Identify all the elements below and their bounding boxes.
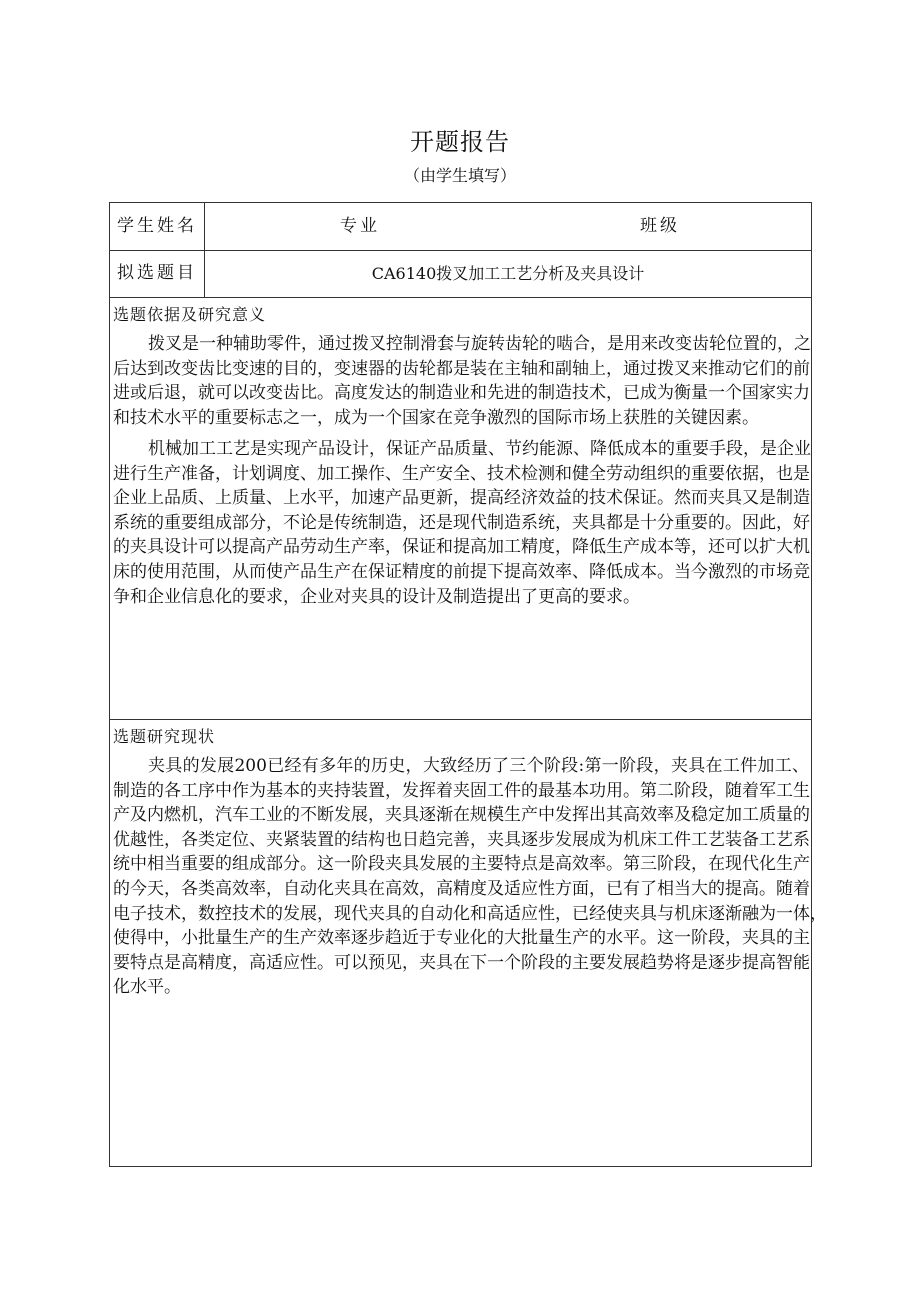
section-basis-significance (110, 298, 811, 720)
text-line: 系统的重要组成部分，不论是传统制造，还是现代制造系统，夹具都是十分重要的。因此，好 (113, 512, 810, 533)
text-line: 的今天，各类高效率，自动化夹具在高效，高精度及适应性方面，已有了相当大的提高。随着 (113, 878, 810, 899)
text-line: 统中相当重要的组成部分。这一阶段夹具发展的主要特点是高效率。第三阶段，在现代化生产 (113, 854, 810, 875)
class-label: 班级 (640, 216, 680, 236)
paragraph (113, 754, 827, 1000)
topic-value: CA6140拨叉加工工艺分析及夹具设计 (371, 264, 645, 283)
page-subtitle: （由学生填写） (403, 166, 516, 185)
text-line: 优越性，各类定位、夹紧装置的结构也日趋完善，夹具逐步发展成为机床工件工艺装备工艺系 (113, 829, 810, 850)
text-line: 床的使用范围，从而使产品生产在保证精度的前提下提高效率、降低成本。当今激烈的市场竞 (113, 561, 810, 582)
text-line: 产及内燃机，汽车工业的不断发展，夹具逐渐在规模生产中发挥出其高效率及稳定加工质量的 (113, 805, 810, 826)
text-line: 夹具的发展200已经有多年的历史，大致经历了三个阶段:第一阶段，夹具在工件加工、 (148, 756, 809, 776)
text-line: 争和企业信息化的要求，企业对夹具的设计及制造提出了更高的要求。 (113, 586, 640, 607)
major-label: 专业 (340, 216, 380, 236)
section-heading: 选题依据及研究意义 (113, 305, 267, 324)
text-line: 电子技术，数控技术的发展，现代夹具的自动化和高适应性，已经使夹具与机床逐渐融为一体， (113, 903, 827, 924)
text-line: 使得中，小批量生产的生产效率逐步趋近于专业化的大批量生产的水平。这一阶段，夹具的主 (113, 928, 810, 949)
text-line: 企业上品质、上质量、上水平，加速产品更新，提高经济效益的技术保证。然而夹具又是制造 (113, 488, 810, 509)
student-info-row (110, 203, 811, 251)
text-line: 制造的各工序中作为基本的夹持装置，发挥着夹固工件的最基本功用。第二阶段，随着军工生 (113, 780, 810, 801)
text-line: 机械加工工艺是实现产品设计，保证产品质量、节约能源、降低成本的重要手段，是企业 (148, 439, 811, 459)
text-line: 进行生产准备，计划调度、加工操作、生产安全、技术检测和健全劳动组织的重要依据，也是 (113, 463, 810, 484)
paragraph (113, 332, 809, 430)
page-title: 开题报告 (410, 128, 510, 156)
text-line: 后达到改变齿比变速的目的，变速器的齿轮都是装在主轴和副轴上，通过拨叉来推动它们的前 (113, 358, 810, 379)
section-heading: 选题研究现状 (113, 727, 216, 746)
text-line: 化水平。 (113, 977, 181, 998)
text-line: 要特点是高精度，高适应性。可以预见，夹具在下一个阶段的主要发展趋势将是逐步提高智能 (113, 952, 810, 973)
paragraph (113, 437, 809, 609)
student-name-label: 学生姓名 (110, 203, 205, 250)
text-line: 和技术水平的重要标志之一，成为一个国家在竞争激烈的国际市场上获胜的关键因素。 (113, 407, 759, 428)
topic-row (110, 250, 811, 298)
section-research-status (110, 720, 827, 1166)
report-form-table (109, 202, 827, 1167)
topic-label: 拟选题目 (110, 250, 205, 297)
text-line: 的夹具设计可以提高产品劳动生产率，保证和提高加工精度，降低生产成本等，还可以扩大机 (113, 537, 810, 558)
text-line: 进或后退，就可以改变齿比。高度发达的制造业和先进的制造技术，已成为衡量一个国家实力 (113, 383, 810, 404)
text-line: 拨叉是一种辅助零件，通过拨叉控制滑套与旋转齿轮的啮合，是用来改变齿轮位置的，之 (148, 334, 811, 354)
